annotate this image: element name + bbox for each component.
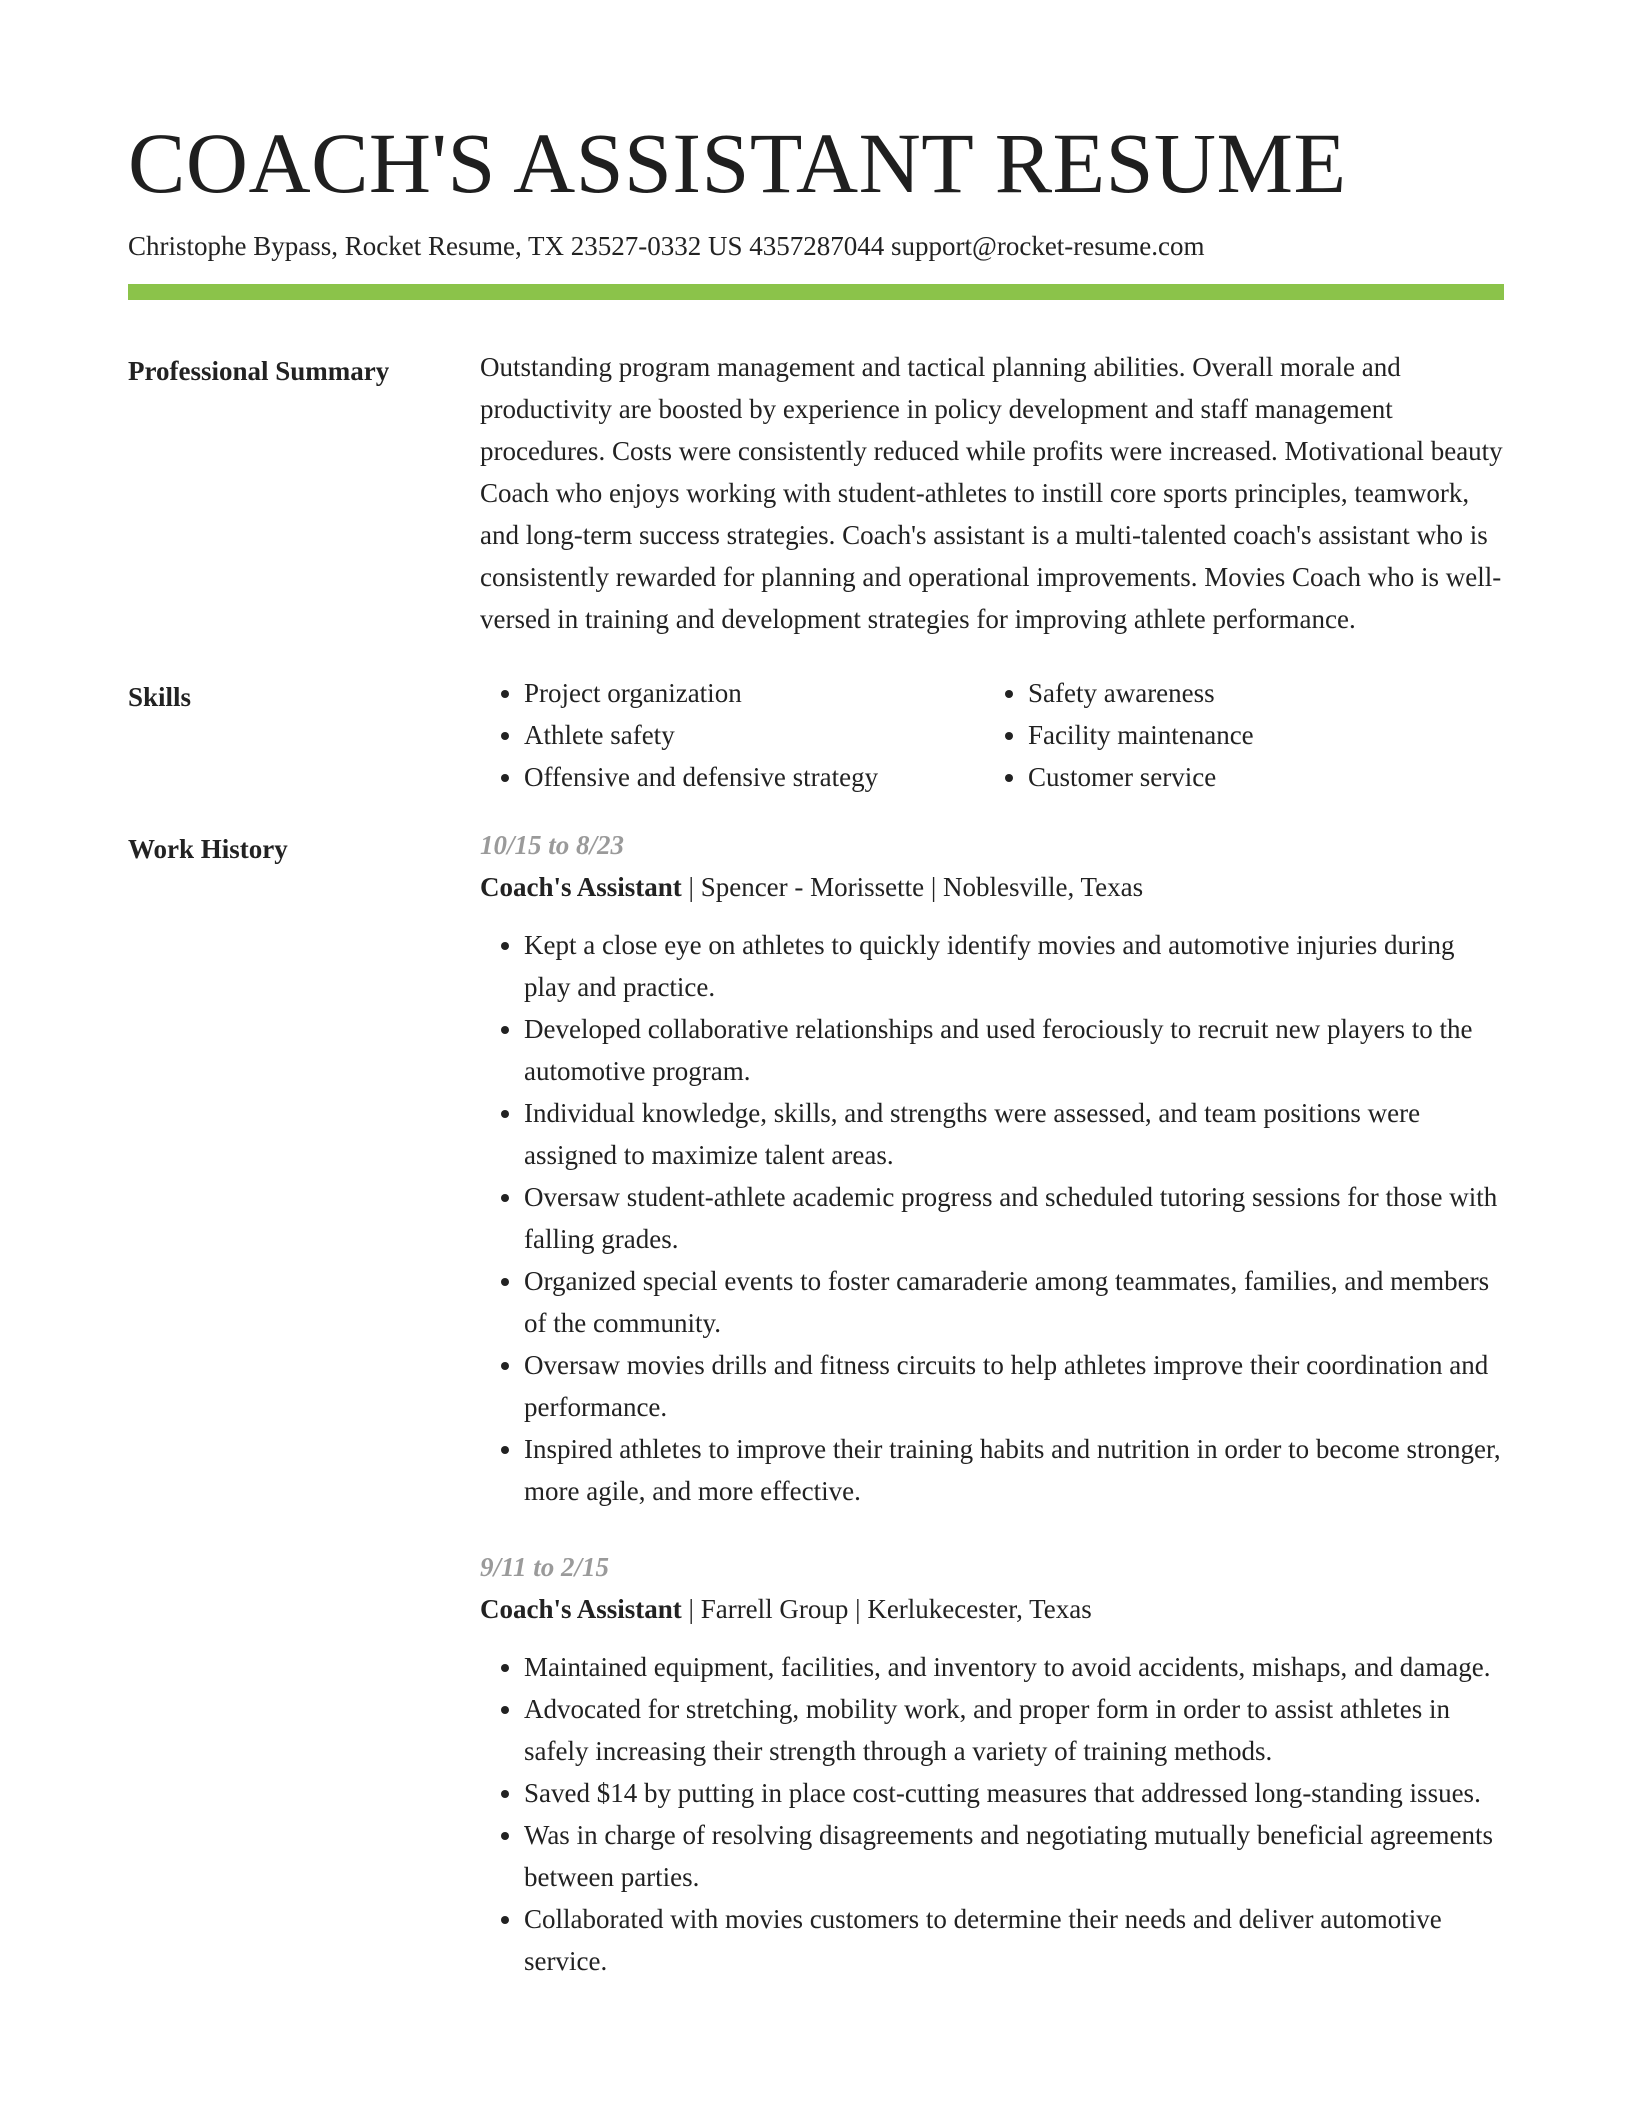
header-divider (128, 284, 1504, 300)
job-title-line (480, 1588, 1504, 1630)
skills-section (128, 676, 1504, 798)
job-bullets (480, 1646, 1504, 1982)
job-title-line (480, 866, 1504, 908)
job-bullet: • Oversaw student-athlete academic progress and scheduled tutoring sessions for those with falling grades. (524, 1176, 1504, 1260)
job-bullet: • Inspired athletes to improve their training habits and nutrition in order to become stronger, more agile, and more effective. (524, 1428, 1504, 1512)
section-label: Professional Summary (128, 356, 390, 387)
job-dates: 10/15 to 8/23 (480, 830, 625, 861)
resume-page (128, 115, 1504, 2020)
skill-item: • Offensive and defensive strategy (524, 756, 984, 798)
job-details: | Spencer - Morissette | Noblesville, Texas (681, 872, 1144, 903)
job-dates: 9/11 to 2/15 (480, 1552, 610, 1583)
job-bullet: • Individual knowledge, skills, and strengths were assessed, and team positions were assigned to maximize talent areas. (524, 1092, 1504, 1176)
job-bullet: • Saved $14 by putting in place cost-cutting measures that addressed long-standing issues. (524, 1772, 1504, 1814)
job-bullet: • Oversaw movies drills and fitness circuits to help athletes improve their coordination and performance. (524, 1344, 1504, 1428)
job-bullet: • Organized special events to foster camaraderie among teammates, families, and members of the community. (524, 1260, 1504, 1344)
job-bullets (480, 924, 1504, 1512)
job-entry (480, 1546, 1504, 1982)
job-bullet: • Advocated for stretching, mobility work, and proper form in order to assist athletes in safely increasing their strength through a variety of training methods. (524, 1688, 1504, 1772)
skills-column-left (480, 672, 984, 798)
resume-title: COACH'S ASSISTANT RESUME (128, 115, 1347, 211)
job-bullet: • Maintained equipment, facilities, and inventory to avoid accidents, mishaps, and damage. (524, 1646, 1504, 1688)
skill-item: • Athlete safety (524, 714, 984, 756)
skills-column-right (984, 672, 1488, 798)
skills-grid (480, 672, 1504, 798)
job-bullet: • Collaborated with movies customers to determine their needs and deliver automotive service. (524, 1898, 1504, 1982)
skill-item: • Safety awareness (1028, 672, 1488, 714)
job-bullet: • Developed collaborative relationships and used ferociously to recruit new players to the automotive program. (524, 1008, 1504, 1092)
section-label: Work History (128, 834, 288, 865)
professional-summary-section (128, 350, 1504, 640)
job-bullet: • Was in charge of resolving disagreements and negotiating mutually beneficial agreements between parties. (524, 1814, 1504, 1898)
contact-line: Christophe Bypass, Rocket Resume, TX 23527-0332 US 4357287044 support@rocket-resume.com (128, 231, 1205, 261)
section-label: Skills (128, 682, 192, 713)
job-bullet: • Kept a close eye on athletes to quickly identify movies and automotive injuries during play and practice. (524, 924, 1504, 1008)
skill-item: • Facility maintenance (1028, 714, 1488, 756)
summary-text: Outstanding program management and tactical planning abilities. Overall morale and productivity are boosted by experience in policy development and staff management procedures. Costs were consistently reduced while profits were increased. Motivational beauty Coach who enjoys working with student-athletes to instill core sports principles, teamwork, and long-term success strategies. Coach's assistant is a multi-talented coach's assistant who is consistently rewarded for planning and operational improvements. Movies Coach who is well-versed in training and development strategies for improving athlete performance. (480, 352, 1503, 635)
skill-item: • Project organization (524, 672, 984, 714)
job-entry (480, 824, 1504, 1512)
skill-item: • Customer service (1028, 756, 1488, 798)
job-title: Coach's Assistant (480, 872, 682, 903)
job-details: | Farrell Group | Kerlukecester, Texas (681, 1594, 1092, 1625)
job-title: Coach's Assistant (480, 1594, 682, 1625)
work-history-section (128, 828, 1504, 2020)
